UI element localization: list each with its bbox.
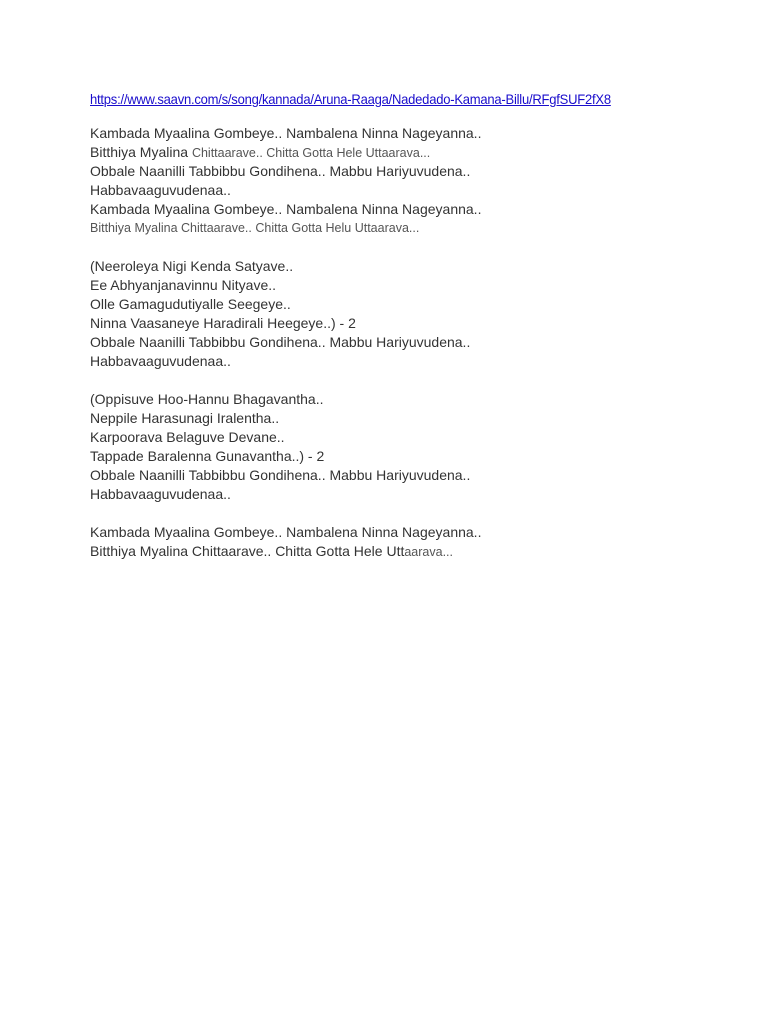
lyric-line: Ninna Vaasaneye Haradirali Heegeye..) - 2 (90, 315, 356, 331)
lyric-line: (Neeroleya Nigi Kenda Satyave.. (90, 258, 294, 274)
lyric-line: Obbale Naanilli Tabbibbu Gondihena.. Mabbu Hariyuvudena.. (90, 334, 471, 350)
stanza-gap (90, 238, 750, 257)
lyric-line: Kambada Myaalina Gombeye.. Nambalena Ninna Nageyanna.. (90, 125, 482, 141)
stanza-2 (90, 257, 750, 371)
lyric-line-small-text: Chittaarave.. Chitta Gotta Hele Uttaarava... (191, 146, 431, 160)
lyric-line: Olle Gamagudutiyalle Seegeye.. (90, 296, 291, 312)
lyric-line (90, 542, 750, 561)
lyric-line: Obbale Naanilli Tabbibbu Gondihena.. Mabbu Hariyuvudena.. (90, 163, 471, 179)
lyric-line: Neppile Harasunagi Iralentha.. (90, 410, 280, 426)
lyric-line: Tappade Baralenna Gunavantha..) - 2 (90, 448, 325, 464)
lyric-line-start: Bitthiya Myalina (90, 144, 189, 160)
lyric-line: Obbale Naanilli Tabbibbu Gondihena.. Mabbu Hariyuvudena.. (90, 467, 471, 483)
lyric-line: Kambada Myaalina Gombeye.. Nambalena Ninna Nageyanna.. (90, 524, 482, 540)
lyric-line: Habbavaaguvudenaa.. (90, 353, 231, 369)
lyric-line: (Oppisuve Hoo-Hannu Bhagavantha.. (90, 391, 324, 407)
lyric-line: Habbavaaguvudenaa.. (90, 182, 231, 198)
lyric-line-small-text: aarava... (404, 545, 453, 559)
lyric-line: Karpoorava Belaguve Devane.. (90, 429, 285, 445)
lyric-line (90, 143, 750, 162)
stanza-3 (90, 390, 750, 504)
lyric-line: Kambada Myaalina Gombeye.. Nambalena Ninna Nageyanna.. (90, 201, 482, 217)
song-link[interactable]: https://www.saavn.com/s/song/kannada/Aruna-Raaga/Nadedado-Kamana-Billu/RFgfSUF2fX8 (90, 91, 611, 107)
lyric-line: Bitthiya Myalina Chittaarave.. Chitta Gotta Helu Uttaarava... (90, 221, 420, 235)
stanza-gap (90, 504, 750, 523)
stanza-1 (90, 124, 750, 238)
document-content (90, 90, 750, 561)
lyric-line: Habbavaaguvudenaa.. (90, 486, 231, 502)
lyric-line: Ee Abhyanjanavinnu Nityave.. (90, 277, 277, 293)
stanza-gap (90, 371, 750, 390)
stanza-4 (90, 523, 750, 561)
lyric-line-start: Bitthiya Myalina Chittaarave.. Chitta Gotta Hele Utt (90, 543, 405, 559)
